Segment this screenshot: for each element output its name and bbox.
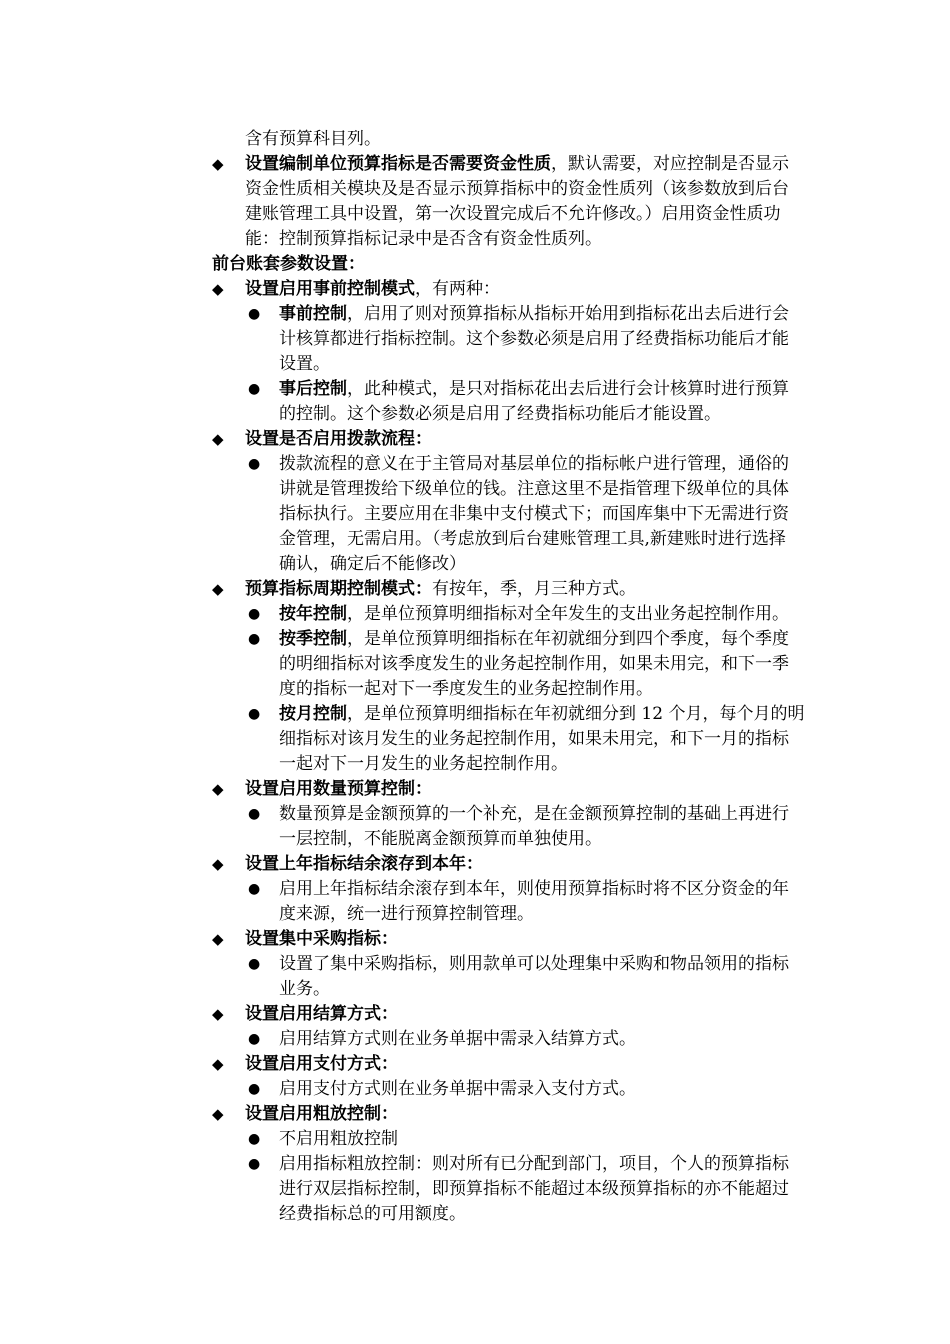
quantity-line-2: 一层控制，不能脱离金额预算而单独使用。 xyxy=(279,829,602,849)
fund-nature-line-2: 资金性质相关模块及是否显示预算指标中的资金性质列（该参数放到后台 xyxy=(245,179,789,199)
procurement-title: 设置集中采购指标： xyxy=(245,929,398,949)
dot-bullet-icon: ● xyxy=(248,456,261,472)
dot-bullet-icon: ● xyxy=(248,306,261,322)
diamond-bullet-icon: ◆ xyxy=(212,855,224,873)
dot-bullet-icon: ● xyxy=(248,956,261,972)
pre-control-mode-line xyxy=(245,277,500,302)
diamond-bullet-icon: ◆ xyxy=(212,155,224,173)
diamond-bullet-icon: ◆ xyxy=(212,1105,224,1123)
allocation-line-2: 讲就是管理拨给下级单位的钱。注意这里不是指管理下级单位的具体 xyxy=(279,479,789,499)
payment-line-1: 启用支付方式则在业务单据中需录入支付方式。 xyxy=(279,1079,636,1099)
diamond-bullet-icon: ◆ xyxy=(212,580,224,598)
post-item-text: ，此种模式，是只对指标花出去后进行会计核算时进行预算 xyxy=(347,379,789,399)
period-line xyxy=(245,577,636,602)
coarse-item-2-line-3: 经费指标总的可用额度。 xyxy=(279,1204,466,1224)
quarter-item-text: ，是单位预算明细指标在年初就细分到四个季度，每个季度 xyxy=(347,629,789,649)
payment-title: 设置启用支付方式： xyxy=(245,1054,398,1074)
quantity-title: 设置启用数量预算控制： xyxy=(245,779,432,799)
coarse-title: 设置启用粗放控制： xyxy=(245,1104,398,1124)
period-title: 预算指标周期控制模式： xyxy=(245,579,432,599)
diamond-bullet-icon: ◆ xyxy=(212,780,224,798)
fund-nature-text: ，默认需要，对应控制是否显示 xyxy=(551,154,789,174)
quarter-item-line-2: 的明细指标对该季度发生的业务起控制作用，如果未用完，和下一季 xyxy=(279,654,789,674)
year-item-title: 按年控制 xyxy=(279,604,347,624)
quarter-item-line-3: 度的指标一起对下一季度发生的业务起控制作用。 xyxy=(279,679,653,699)
month-item-text: ，是单位预算明细指标在年初就细分到 12 个月，每个月的明 xyxy=(347,704,805,724)
dot-bullet-icon: ● xyxy=(248,1031,261,1047)
coarse-item-2-line-2: 进行双层指标控制，即预算指标不能超过本级预算指标的亦不能超过 xyxy=(279,1179,789,1199)
allocation-line-5: 确认，确定后不能修改） xyxy=(279,554,466,574)
pre-item-line-1 xyxy=(279,302,789,327)
pre-item-line-2: 计核算都进行指标控制。这个参数必须是启用了经费指标功能后才能 xyxy=(279,329,789,349)
post-item-line-2: 的控制。这个参数必须是启用了经费指标功能后才能设置。 xyxy=(279,404,721,424)
fund-nature-line-3: 建账管理工具中设置，第一次设置完成后不允许修改。）启用资金性质功 xyxy=(245,204,781,224)
pre-item-title: 事前控制 xyxy=(279,304,347,324)
coarse-item-2-line-1: 启用指标粗放控制：则对所有已分配到部门，项目，个人的预算指标 xyxy=(279,1154,789,1174)
dot-bullet-icon: ● xyxy=(248,881,261,897)
quantity-line-1: 数量预算是金额预算的一个补充，是在金额预算控制的基础上再进行 xyxy=(279,804,789,824)
quarter-item-title: 按季控制 xyxy=(279,629,347,649)
allocation-title: 设置是否启用拨款流程： xyxy=(245,429,432,449)
quarter-item-line-1 xyxy=(279,627,789,652)
fund-nature-line-4: 能：控制预算指标记录中是否含有资金性质列。 xyxy=(245,229,602,249)
month-item-line-1 xyxy=(279,702,804,727)
diamond-bullet-icon: ◆ xyxy=(212,430,224,448)
allocation-line-4: 金管理，无需启用。（考虑放到后台建账管理工具,新建账时进行选择 xyxy=(279,529,786,549)
carryover-line-1: 启用上年指标结余滚存到本年，则使用预算指标时将不区分资金的年 xyxy=(279,879,789,899)
post-item-line-1 xyxy=(279,377,789,402)
pre-item-text: ，启用了则对预算指标从指标开始用到指标花出去后进行会 xyxy=(347,304,789,324)
section-heading: 前台账套参数设置： xyxy=(212,254,365,274)
month-item-line-3: 一起对下一月发生的业务起控制作用。 xyxy=(279,754,568,774)
dot-bullet-icon: ● xyxy=(248,1131,261,1147)
fund-nature-title: 设置编制单位预算指标是否需要资金性质 xyxy=(245,154,551,174)
dot-bullet-icon: ● xyxy=(248,381,261,397)
period-text: 有按年，季，月三种方式。 xyxy=(432,579,636,599)
procurement-line-1: 设置了集中采购指标，则用款单可以处理集中采购和物品领用的指标 xyxy=(279,954,789,974)
carryover-line-2: 度来源，统一进行预算控制管理。 xyxy=(279,904,534,924)
dot-bullet-icon: ● xyxy=(248,706,261,722)
year-item-line xyxy=(279,602,789,627)
pre-control-mode-title: 设置启用事前控制模式 xyxy=(245,279,415,299)
procurement-line-2: 业务。 xyxy=(279,979,330,999)
carryover-title: 设置上年指标结余滚存到本年： xyxy=(245,854,483,874)
year-item-text: ，是单位预算明细指标对全年发生的支出业务起控制作用。 xyxy=(347,604,789,624)
dot-bullet-icon: ● xyxy=(248,1156,261,1172)
diamond-bullet-icon: ◆ xyxy=(212,930,224,948)
diamond-bullet-icon: ◆ xyxy=(212,1005,224,1023)
settlement-title: 设置启用结算方式： xyxy=(245,1004,398,1024)
fund-nature-line-1 xyxy=(245,152,789,177)
post-item-title: 事后控制 xyxy=(279,379,347,399)
settlement-line-1: 启用结算方式则在业务单据中需录入结算方式。 xyxy=(279,1029,636,1049)
month-item-line-2: 细指标对该月发生的业务起控制作用，如果未用完，和下一月的指标 xyxy=(279,729,789,749)
dot-bullet-icon: ● xyxy=(248,1081,261,1097)
dot-bullet-icon: ● xyxy=(248,806,261,822)
diamond-bullet-icon: ◆ xyxy=(212,1055,224,1073)
allocation-line-3: 指标执行。主要应用在非集中支付模式下；而国库集中下无需进行资 xyxy=(279,504,789,524)
intro-text: 含有预算科目列。 xyxy=(245,129,381,149)
pre-item-line-3: 设置。 xyxy=(279,354,330,374)
month-item-title: 按月控制 xyxy=(279,704,347,724)
allocation-line-1: 拨款流程的意义在于主管局对基层单位的指标帐户进行管理，通俗的 xyxy=(279,454,789,474)
dot-bullet-icon: ● xyxy=(248,631,261,647)
diamond-bullet-icon: ◆ xyxy=(212,280,224,298)
coarse-item-1: 不启用粗放控制 xyxy=(279,1129,398,1149)
dot-bullet-icon: ● xyxy=(248,606,261,622)
pre-control-mode-text: ，有两种： xyxy=(415,279,500,299)
